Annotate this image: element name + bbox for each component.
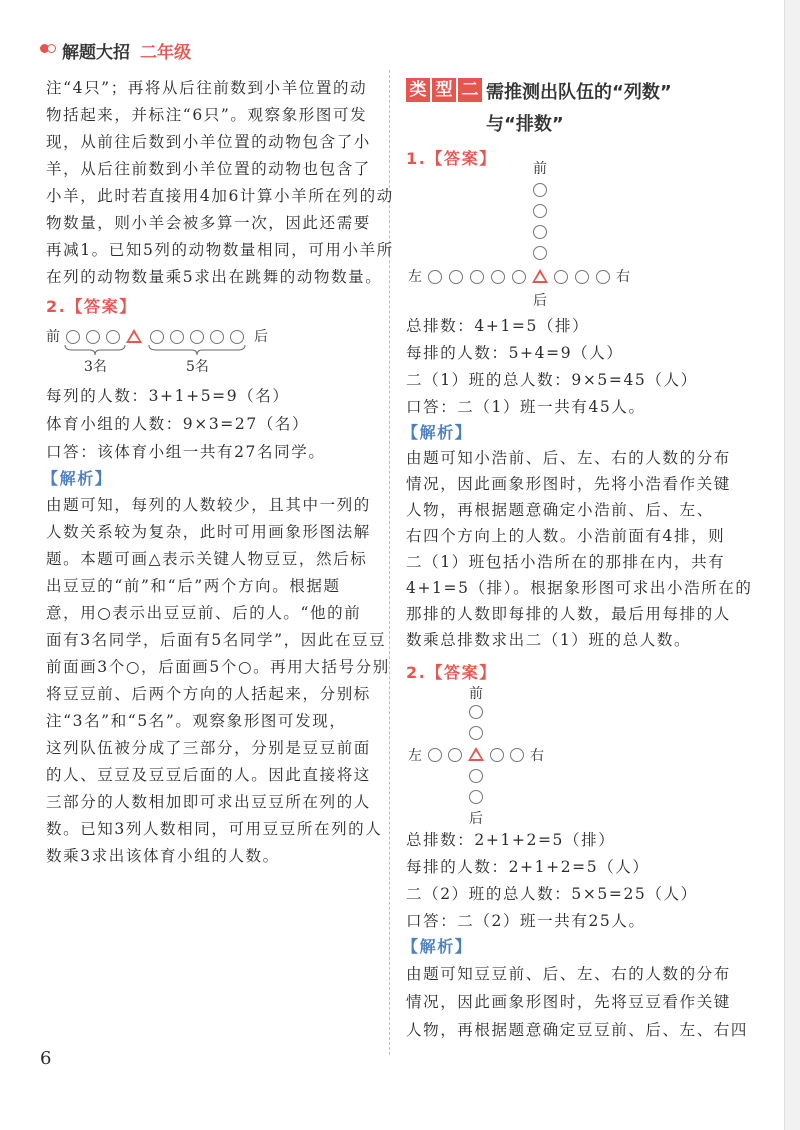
right-q2-analysis-line: 人物，再根据题意确定豆豆前、后、左、右四 bbox=[406, 1021, 749, 1039]
right-q2-answer-line: 总排数：2+1+2=5（排） bbox=[406, 831, 616, 849]
right-q1-analysis-line: 4+1=5（排）。根据象形图可求出小浩所在的 bbox=[406, 579, 753, 597]
brace-count-label: 5名 bbox=[186, 359, 209, 375]
key-person-triangle-icon bbox=[532, 269, 548, 283]
key-person-triangle-icon bbox=[468, 747, 484, 761]
left-answer-line: 口答：该体育小组一共有27名同学。 bbox=[46, 443, 326, 461]
person-circle bbox=[533, 183, 547, 197]
left-answer-line: 每列的人数：3+1+5=9（名） bbox=[46, 387, 290, 405]
right-q1-answer-line: 二（1）班的总人数：9×5=45（人） bbox=[406, 371, 698, 389]
person-circle bbox=[150, 330, 164, 344]
brace-icon bbox=[148, 344, 246, 356]
type-title: 需推测出队伍的“列数” bbox=[486, 82, 672, 103]
right-q1-analysis-heading: 【解析】 bbox=[402, 423, 473, 442]
right-q1-analysis-line: 由题可知小浩前、后、左、右的人数的分布 bbox=[406, 449, 731, 467]
diagram-front-label: 前 bbox=[469, 686, 483, 702]
person-circle bbox=[510, 748, 524, 762]
right-q1-analysis-line: 情况，因此画象形图时，先将小浩看作关键 bbox=[406, 475, 731, 493]
right-q2-analysis-line: 由题可知豆豆前、后、左、右的人数的分布 bbox=[406, 965, 731, 983]
right-q2-heading: 2.【答案】 bbox=[406, 663, 497, 682]
left-paragraph-line: 注“4只”；再将从后往前数到小羊位置的动 bbox=[46, 79, 368, 97]
person-circle bbox=[512, 270, 526, 284]
header-grade: 二年级 bbox=[140, 43, 191, 63]
person-circle bbox=[470, 270, 484, 284]
person-circle bbox=[86, 330, 100, 344]
right-q1-analysis-line: 数乘总排数求出二（1）班的总人数。 bbox=[406, 631, 692, 649]
type-badge: 类 bbox=[406, 78, 430, 102]
page-number: 6 bbox=[40, 1048, 52, 1069]
left-paragraph-line: 再减1。已知5列的动物数量相同，可用小羊所 bbox=[46, 241, 394, 259]
diagram-front-label: 前 bbox=[46, 329, 60, 345]
type-badge: 型 bbox=[432, 78, 456, 102]
left-paragraph-line: 物括起来，并标注“6只”。观察象形图可发 bbox=[46, 106, 368, 124]
person-circle bbox=[490, 748, 504, 762]
person-circle bbox=[66, 330, 80, 344]
person-circle bbox=[106, 330, 120, 344]
diagram-left-label: 左 bbox=[408, 748, 422, 764]
person-circle bbox=[190, 330, 204, 344]
person-circle bbox=[533, 246, 547, 260]
left-paragraph-line: 现，从前往后数到小羊位置的动物包含了小 bbox=[46, 133, 371, 151]
left-q2-heading: 2.【答案】 bbox=[46, 297, 137, 316]
type-badge: 二 bbox=[458, 78, 482, 102]
person-circle bbox=[428, 748, 442, 762]
key-person-triangle-icon bbox=[126, 329, 142, 343]
left-analysis-line: 注“3名”和“5名”。观察象形图可发现， bbox=[46, 712, 347, 730]
right-q2-answer-line: 二（2）班的总人数：5×5=25（人） bbox=[406, 885, 698, 903]
left-analysis-line: 题。本题可画△表示关键人物豆豆，然后标 bbox=[46, 550, 368, 568]
diagram-right-label: 右 bbox=[616, 269, 630, 285]
right-q2-answer-line: 口答：二（2）班一共有25人。 bbox=[406, 912, 646, 930]
left-analysis-line: 人数关系较为复杂，此时可用画象形图法解 bbox=[46, 523, 371, 541]
diagram-right-label: 右 bbox=[530, 748, 544, 764]
person-circle bbox=[491, 270, 505, 284]
right-q1-analysis-line: 那排的人数即每排的人数，最后用每排的人 bbox=[406, 605, 731, 623]
person-circle bbox=[469, 705, 483, 719]
diagram-left-label: 左 bbox=[408, 269, 422, 285]
left-analysis-line: 数乘3求出该体育小组的人数。 bbox=[46, 847, 280, 865]
diagram-back-label: 后 bbox=[469, 811, 483, 827]
diagram-back-label: 后 bbox=[533, 293, 547, 309]
left-analysis-line: 面有3名同学，后面有5名同学”，因此在豆豆 bbox=[46, 631, 387, 649]
header-title: 解题大招 bbox=[62, 43, 130, 63]
left-analysis-line: 意，用○表示出豆豆前、后的人。“他的前 bbox=[46, 604, 362, 622]
person-circle bbox=[210, 330, 224, 344]
right-q1-answer-line: 每排的人数：5+4=9（人） bbox=[406, 344, 624, 362]
person-circle bbox=[469, 769, 483, 783]
person-circle bbox=[449, 270, 463, 284]
right-q1-analysis-line: 右四个方向上的人数。小浩前面有4排，则 bbox=[406, 527, 726, 545]
person-circle bbox=[554, 270, 568, 284]
left-analysis-line: 的人、豆豆及豆豆后面的人。因此直接将这 bbox=[46, 766, 371, 784]
right-q2-answer-line: 每排的人数：2+1+2=5（人） bbox=[406, 858, 650, 876]
right-q2-analysis-line: 情况，因此画象形图时，先将豆豆看作关键 bbox=[406, 993, 731, 1011]
left-paragraph-line: 在列的动物数量乘5求出在跳舞的动物数量。 bbox=[46, 268, 383, 286]
left-analysis-line: 出豆豆的“前”和“后”两个方向。根据题 bbox=[46, 577, 341, 595]
left-analysis-line: 数。已知3列人数相同，可用豆豆所在列的人 bbox=[46, 820, 383, 838]
person-circle bbox=[533, 225, 547, 239]
left-paragraph-line: 小羊，此时若直接用4加6计算小羊所在列的动 bbox=[46, 187, 394, 205]
diagram-front-label: 前 bbox=[533, 161, 547, 177]
person-circle bbox=[575, 270, 589, 284]
left-paragraph-line: 物数量，则小羊会被多算一次，因此还需要 bbox=[46, 214, 371, 232]
person-circle bbox=[533, 204, 547, 218]
right-q1-answer-line: 口答：二（1）班一共有45人。 bbox=[406, 398, 646, 416]
left-analysis-line: 这列队伍被分成了三部分，分别是豆豆前面 bbox=[46, 739, 371, 757]
person-circle bbox=[230, 330, 244, 344]
left-analysis-line: 由题可知，每列的人数较少，且其中一列的 bbox=[46, 496, 371, 514]
right-q1-heading: 1.【答案】 bbox=[406, 149, 497, 168]
person-circle bbox=[596, 270, 610, 284]
left-analysis-line: 前面画3个○，后面画5个○。再用大括号分别 bbox=[46, 658, 390, 676]
left-analysis-heading: 【解析】 bbox=[42, 469, 113, 488]
column-divider bbox=[389, 70, 390, 1055]
right-q1-analysis-line: 人物，再根据题意确定小浩前、后、左、 bbox=[406, 501, 714, 519]
left-analysis-line: 将豆豆前、后两个方向的人括起来，分别标 bbox=[46, 685, 371, 703]
left-answer-line: 体育小组的人数：9×3=27（名） bbox=[46, 415, 310, 433]
person-circle bbox=[428, 270, 442, 284]
type-title-line2: 与“排数” bbox=[486, 114, 564, 135]
right-q1-answer-line: 总排数：4+1=5（排） bbox=[406, 317, 590, 335]
left-analysis-line: 三部分的人数相加即可求出豆豆所在列的人 bbox=[46, 793, 371, 811]
person-circle bbox=[170, 330, 184, 344]
right-q2-analysis-heading: 【解析】 bbox=[402, 937, 473, 956]
person-circle bbox=[469, 726, 483, 740]
brace-icon bbox=[64, 344, 126, 356]
person-circle bbox=[448, 748, 462, 762]
right-q1-analysis-line: 二（1）班包括小浩所在的那排在内，共有 bbox=[406, 553, 726, 571]
person-circle bbox=[469, 790, 483, 804]
brace-count-label: 3名 bbox=[84, 359, 107, 375]
diagram-back-label: 后 bbox=[254, 329, 268, 345]
page-edge bbox=[784, 0, 800, 1130]
left-paragraph-line: 羊，从后往前数到小羊位置的动物也包含了 bbox=[46, 160, 371, 178]
